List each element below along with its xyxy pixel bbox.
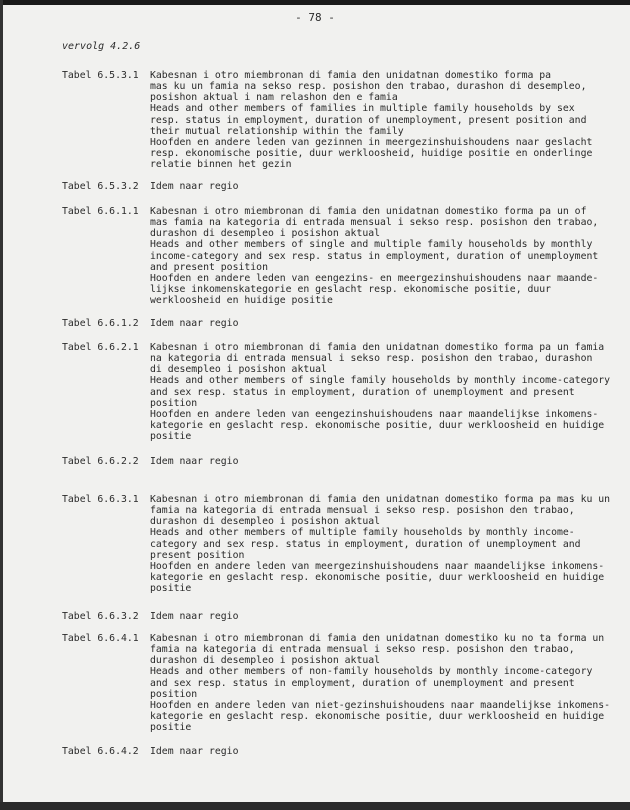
- description-line: Idem naar regio: [150, 456, 239, 467]
- description-line: positie: [150, 722, 192, 734]
- table-description: [150, 494, 610, 594]
- description-line: resp. ekonomische positie, duur werkloosheid, huidige positie en onderlinge: [150, 148, 593, 160]
- description-line: Kabesnan i otro miembronan di famia den unidatnan domestiko forma pa: [150, 70, 552, 81]
- description-line: positie: [150, 583, 192, 595]
- table-description: [150, 318, 238, 329]
- table-description: [150, 746, 238, 757]
- description-line: mas famia na kategoria di entrada mensual i sekso resp. posishon den trabao,: [150, 217, 599, 229]
- description-line: Idem naar regio: [150, 746, 239, 757]
- description-line: di desempleo i posishon aktual: [150, 364, 327, 376]
- description-line: durashon di desempleo i posishon aktual: [150, 228, 381, 240]
- table-description: [150, 456, 238, 467]
- description-line: Hoofden en andere leden van gezinnen in meergezinshuishoudens naar geslacht: [150, 136, 593, 148]
- table-description: [150, 206, 598, 306]
- description-line: and sex resp. status in employment, duration of unemployment and present: [150, 677, 575, 689]
- description-line: Hoofden en andere leden van eengezinshuishoudens naar maandelijkse inkomens-: [150, 408, 599, 420]
- description-line: durashon di desempleo i posishon aktual: [150, 655, 381, 667]
- description-line: kategorie en geslacht resp. ekonomische positie, duur werkloosheid en huidige: [150, 420, 605, 432]
- table-number: Tabel 6.6.1.1: [62, 206, 139, 217]
- table-number: Tabel 6.6.4.1: [62, 633, 139, 644]
- description-line: relatie binnen het gezin: [150, 159, 292, 171]
- table-description: [150, 611, 238, 622]
- description-line: famia na kategoria di entrada mensual i sekso resp. posishon den trabao,: [150, 505, 575, 517]
- table-description: [150, 181, 238, 192]
- table-number: Tabel 6.6.3.1: [62, 494, 139, 505]
- description-line: famia na kategoria di entrada mensual i sekso resp. posishon den trabao,: [150, 644, 575, 656]
- description-line: posishon aktual i nam relashon den e famia: [150, 92, 398, 104]
- description-line: kategorie en geslacht resp. ekonomische positie, duur werkloosheid en huidige: [150, 711, 605, 723]
- page-number: - 78 -: [295, 11, 335, 24]
- description-line: position: [150, 397, 198, 409]
- table-number: Tabel 6.6.1.2: [62, 318, 139, 329]
- description-line: Kabesnan i otro miembronan di famia den unidatnan domestiko forma pa mas ku un: [150, 494, 611, 505]
- section-heading: vervolg 4.2.6: [62, 41, 141, 52]
- description-line: income-category and sex resp. status in employment, duration of unemployment: [150, 250, 599, 262]
- table-number: Tabel 6.5.3.2: [62, 181, 139, 192]
- table-number: Tabel 6.6.4.2: [62, 746, 139, 757]
- description-line: Heads and other members of multiple family households by monthly income-: [150, 527, 575, 539]
- description-line: positie: [150, 431, 192, 443]
- description-line: Idem naar regio: [150, 318, 239, 329]
- description-line: Idem naar regio: [150, 611, 239, 622]
- table-number: Tabel 6.6.2.1: [62, 342, 139, 353]
- description-line: Heads and other members of single and multiple family households by monthly: [150, 239, 593, 251]
- table-description: [150, 633, 610, 733]
- description-line: Idem naar regio: [150, 181, 239, 192]
- description-line: mas ku un famia na sekso resp. posishon den trabao, durashon di desempleo,: [150, 81, 587, 93]
- description-line: Hoofden en andere leden van meergezinshuishoudens naar maandelijkse inkomens-: [150, 560, 605, 572]
- description-line: Heads and other members of families in multiple family households by sex: [150, 103, 575, 115]
- description-line: their mutual relationship within the family: [150, 125, 404, 137]
- description-line: category and sex resp. status in employment, duration of unemployment and: [150, 538, 581, 550]
- description-line: and present position: [150, 261, 268, 273]
- table-number: Tabel 6.6.2.2: [62, 456, 139, 467]
- description-line: na kategoria di entrada mensual i sekso resp. posishon den trabao, durashon: [150, 353, 593, 365]
- table-number: Tabel 6.6.3.2: [62, 611, 139, 622]
- table-description: [150, 342, 610, 442]
- description-line: and sex resp. status in employment, duration of unemployment and present: [150, 386, 575, 398]
- description-line: Kabesnan i otro miembronan di famia den unidatnan domestiko forma pa un of: [150, 206, 587, 217]
- description-line: werkloosheid en huidige positie: [150, 295, 333, 307]
- scan-edge-top: [0, 0, 630, 5]
- description-line: durashon di desempleo i posishon aktual: [150, 516, 381, 528]
- table-number: Tabel 6.5.3.1: [62, 70, 139, 81]
- description-line: Hoofden en andere leden van niet-gezinshuishoudens naar maandelijkse inkomens-: [150, 699, 611, 711]
- description-line: lijkse inkomenskategorie en geslacht resp. ekonomische positie, duur: [150, 284, 552, 296]
- description-line: Heads and other members of non-family households by monthly income-category: [150, 666, 593, 678]
- description-line: kategorie en geslacht resp. ekonomische positie, duur werkloosheid en huidige: [150, 572, 605, 584]
- description-line: Heads and other members of single family households by monthly income-category: [150, 375, 611, 387]
- description-line: Kabesnan i otro miembronan di famia den unidatnan domestiko forma pa un famia: [150, 342, 605, 353]
- scan-edge-left: [0, 0, 3, 810]
- scan-edge-bottom: [0, 802, 630, 810]
- description-line: position: [150, 688, 198, 700]
- description-line: present position: [150, 549, 245, 561]
- description-line: resp. status in employment, duration of unemployment, present position and: [150, 114, 587, 126]
- table-description: [150, 70, 592, 170]
- description-line: Kabesnan i otro miembronan di famia den unidatnan domestiko ku no ta forma un: [150, 633, 605, 644]
- description-line: Hoofden en andere leden van eengezins- en meergezinshuishoudens naar maande-: [150, 272, 599, 284]
